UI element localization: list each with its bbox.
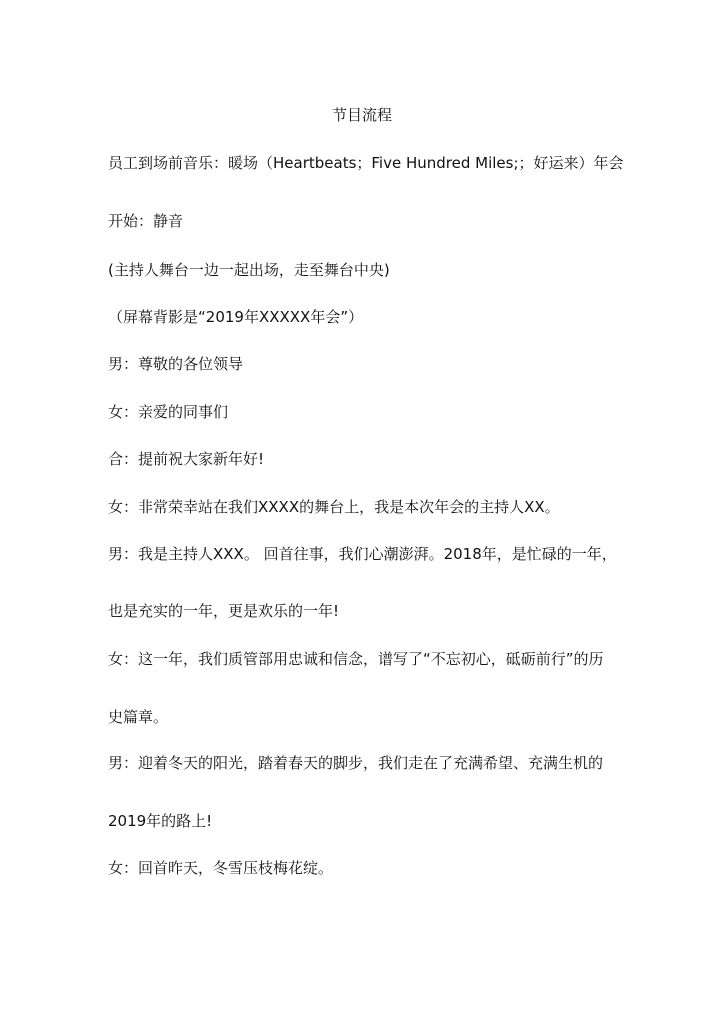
- text-line: 女：非常荣幸站在我们XXXX的舞台上，我是本次年会的主持人XX。: [108, 498, 560, 516]
- text-line: 2019年的路上!: [108, 812, 213, 830]
- text-line: 合：提前祝大家新年好!: [108, 450, 265, 468]
- text-line: 开始：静音: [108, 212, 184, 230]
- page-title: 节目流程: [331, 106, 392, 124]
- text-line: 男：迎着冬天的阳光，踏着春天的脚步，我们走在了充满希望、充满生机的: [108, 754, 604, 772]
- text-line: 员工到场前音乐：暖场（Heartbeats；Five Hundred Miles;；好运来）年会: [108, 154, 624, 172]
- text-line: 女：这一年，我们质管部用忠诚和信念，谱写了“不忘初心，砥砺前行”的历: [108, 650, 604, 668]
- text-line: 也是充实的一年，更是欢乐的一年!: [108, 602, 340, 620]
- text-line: 女：亲爱的同事们: [108, 403, 229, 421]
- text-line: 女：回首昨天，冬雪压枝梅花绽。: [108, 859, 334, 877]
- text-line: （屏幕背影是“2019年XXXXX年会”）: [108, 308, 364, 326]
- text-line: 男：我是主持人XXX。 回首往事，我们心潮澎湃。2018年，是忙碌的一年，: [108, 545, 617, 563]
- text-line: 男：尊敬的各位领导: [108, 355, 244, 373]
- text-line: 史篇章。: [108, 708, 169, 726]
- text-line: (主持人舞台一边一起出场，走至舞台中央): [108, 261, 390, 279]
